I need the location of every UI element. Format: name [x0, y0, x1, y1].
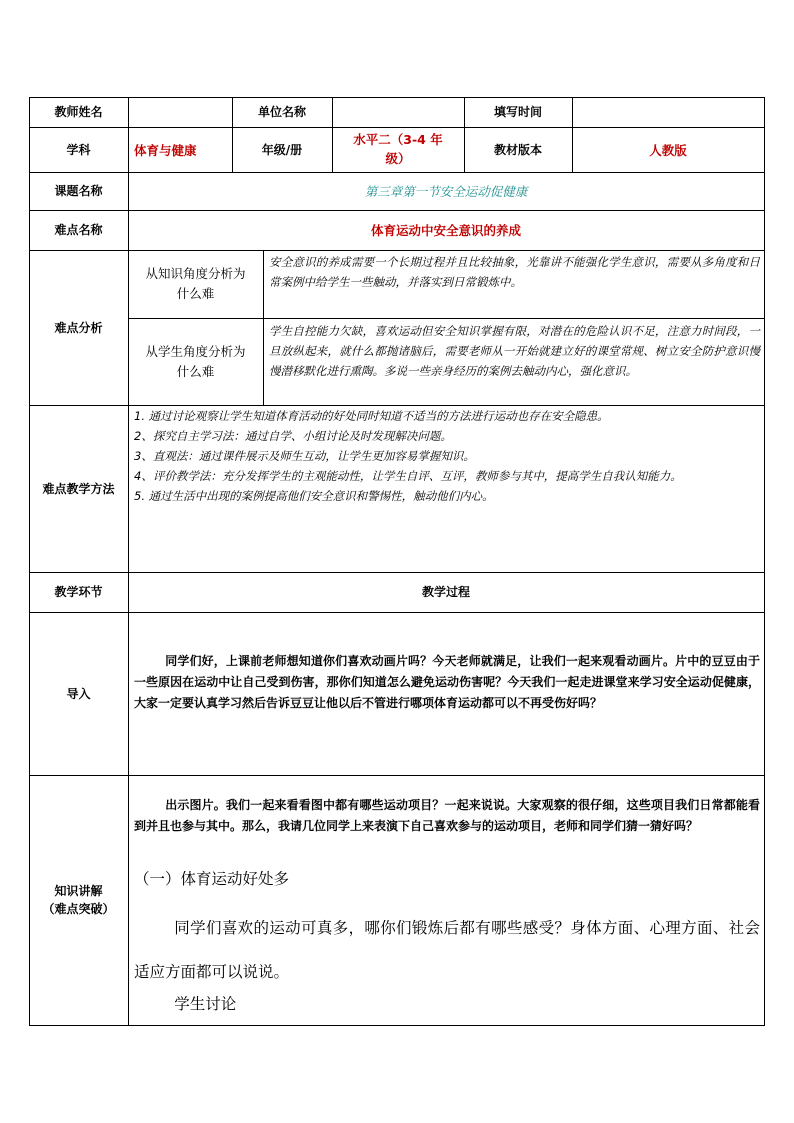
- table-border-right: [764, 97, 765, 1026]
- methods-label: 难点教学方法: [42, 481, 115, 496]
- student-angle-label: [128, 318, 263, 405]
- teacher-name-field[interactable]: [128, 97, 232, 127]
- methods-list: [134, 406, 760, 570]
- student-angle-label-line1: 从学生角度分析为: [145, 343, 246, 359]
- grade-label: 年级/册: [261, 142, 303, 157]
- methods-item: 3、直观法：通过课件展示及师生互动，让学生更加容易掌握知识。: [134, 449, 475, 463]
- topic-label: 课题名称: [54, 184, 103, 198]
- methods-item: 4、评价教学法：充分发挥学生的主观能动性，让学生自评、互评，教师参与其中，提高学生自我认知能力。: [134, 469, 682, 483]
- row-divider: [29, 612, 765, 613]
- col-divider: [263, 250, 264, 405]
- intro-text: 同学们好，上课前老师想知道你们喜欢动画片吗？今天老师就满足，让我们一起来观看动画片。片中的豆豆由于一些原因在运动中让自己受到伤害，那你们知道怎么避免运动伤害呢？今天我们一起走进课堂来学习安全运动促健康，大家一定要认真学习然后告诉豆豆让他以后不管进行哪项体育运动都可以不再受伤好吗？: [134, 654, 760, 710]
- stage-header: 教学环节: [54, 585, 103, 599]
- edition-value: 人教版: [649, 142, 687, 158]
- knowledge-label: [29, 775, 128, 1025]
- edition-label: 教材版本: [493, 142, 542, 157]
- fill-date-label: 填写时间: [493, 105, 542, 119]
- knowledge-para3: 学生讨论: [174, 995, 237, 1013]
- methods-item: 1. 通过讨论观察让学生知道体育活动的好处同时知道不适当的方法进行运动也存在安全隐患。: [134, 409, 609, 423]
- difficulty-value: 体育运动中安全意识的养成: [370, 223, 521, 238]
- knowledge-para1: 出示图片。我们一起来看看图中都有哪些运动项目？一起来说说。大家观察的很仔细，这些项目我们日常都能看到并且也参与其中。那么，我请几位同学上来表演下自己喜欢参与的运动项目，老师和同学们猜一猜好吗？: [134, 798, 760, 833]
- grade-value-line2: 级）: [385, 151, 411, 166]
- unit-name-label: 单位名称: [257, 105, 306, 119]
- grade-value-line1: 水平二（3-4 年: [353, 132, 443, 147]
- topic-value: 第三章第一节安全运动促健康: [364, 184, 528, 199]
- knowledge-angle-label-line2: 什么难: [176, 286, 215, 301]
- student-angle-text: 学生自控能力欠缺，喜欢运动但安全知识掌握有限，对潜在的危险认识不足，注意力时间段，一旦放纵起来，就什么都抛诸脑后，需要老师从一开始就建立好的课堂常规、树立安全防护意识慢慢潜移默化进行熏陶。多说一些亲身经历的案例去触动内心，强化意识。: [269, 324, 760, 378]
- knowledge-para2: 同学们喜欢的运动可真多，哪你们锻炼后都有哪些感受？身体方面、心理方面、社会适应方面都可以说说。: [134, 919, 760, 981]
- difficulty-label: 难点名称: [54, 223, 103, 237]
- knowledge-label-line2: （难点突破）: [42, 902, 115, 916]
- grade-value: [332, 130, 464, 170]
- analysis-label: 难点分析: [54, 320, 103, 335]
- table-border-bottom: [29, 1025, 765, 1026]
- subject-label: 学科: [66, 142, 91, 157]
- knowledge-heading: （一）体育运动好处多: [134, 870, 290, 888]
- knowledge-angle-label-line1: 从知识角度分析为: [145, 266, 246, 281]
- knowledge-label-line1: 知识讲解: [54, 884, 103, 898]
- intro-label: 导入: [66, 686, 91, 701]
- process-header: 教学过程: [421, 585, 470, 599]
- knowledge-angle-label: [128, 250, 263, 318]
- student-angle-label-line2: 什么难: [176, 363, 215, 379]
- methods-item: 2、探究自主学习法：通过自学、小组讨论及时发现解决问题。: [134, 429, 452, 443]
- teacher-name-label: 教师姓名: [54, 105, 103, 119]
- methods-item: 5. 通过生活中出现的案例提高他们安全意识和警惕性，触动他们内心。: [134, 489, 494, 503]
- unit-name-field[interactable]: [332, 97, 464, 127]
- knowledge-angle-text: 安全意识的养成需要一个长期过程并且比较抽象，光靠讲不能强化学生意识，需要从多角度和日常案例中给学生一些触动，并落实到日常锻炼中。: [269, 255, 760, 289]
- subject-value: 体育与健康: [134, 142, 197, 158]
- fill-date-field[interactable]: [572, 97, 764, 127]
- row-divider: [29, 775, 765, 776]
